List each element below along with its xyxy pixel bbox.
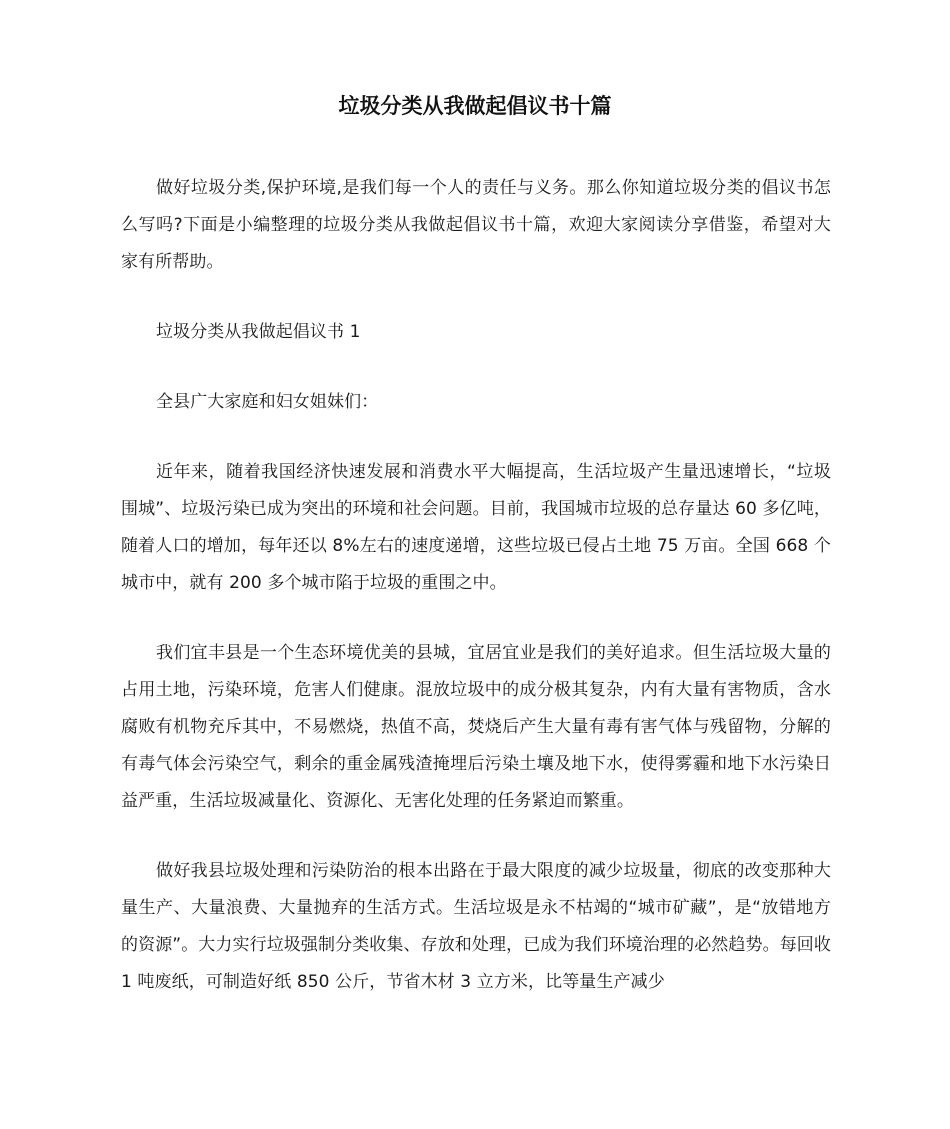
intro-paragraph: 做好垃圾分类,保护环境,是我们每一个人的责任与义务。那么你知道垃圾分类的倡议书怎么写吗?下面是小编整理的垃圾分类从我做起倡议书十篇，欢迎大家阅读分享借鉴，希望对大家有所帮助。 [121, 178, 831, 272]
document-body [121, 170, 831, 1034]
salutation-paragraph: 全县广大家庭和妇女姐妹们： [156, 392, 379, 412]
body-paragraph-2: 我们宜丰县是一个生态环境优美的县城，宜居宜业是我们的美好追求。但生活垃圾大量的占用土地，污染环境，危害人们健康。混放垃圾中的成分极其复杂，内有大量有害物质，含水腐败有机物充斥其中，不易燃烧，热值不高，焚烧后产生大量有毒有害气体与残留物，分解的有毒气体会污染空气，剩余的重金属残渣掩埋后污染土壤及地下水，使得雾霾和地下水污染日益严重，生活垃圾减量化、资源化、无害化处理的任务紧迫而繁重。 [121, 643, 831, 811]
body-paragraph-3: 做好我县垃圾处理和污染防治的根本出路在于最大限度的减少垃圾量，彻底的改变那种大量生产、大量浪费、大量抛弃的生活方式。生活垃圾是永不枯竭的“城市矿藏”，是“放错地方的资源”。大力实行垃圾强制分类收集、存放和处理，已成为我们环境治理的必然趋势。每回收 1 吨废纸，可制造好纸 850 公斤，节省木材 3 立方米，比等量生产减少 [121, 861, 832, 992]
document-title: 垃圾分类从我做起倡议书十篇 [338, 94, 612, 118]
body-paragraph-1: 近年来，随着我国经济快速发展和消费水平大幅提高，生活垃圾产生量迅速增长，“垃圾围城”、垃圾污染已成为突出的环境和社会问题。目前，我国城市垃圾的总存量达 60 多亿吨，随着人口的增加，每年还以 8%左右的速度递增，这些垃圾已侵占土地 75 万亩。全国 668 个城市中，就有 200 多个城市陷于垃圾的重围之中。 [121, 462, 831, 593]
section-heading: 垃圾分类从我做起倡议书 1 [156, 322, 361, 342]
